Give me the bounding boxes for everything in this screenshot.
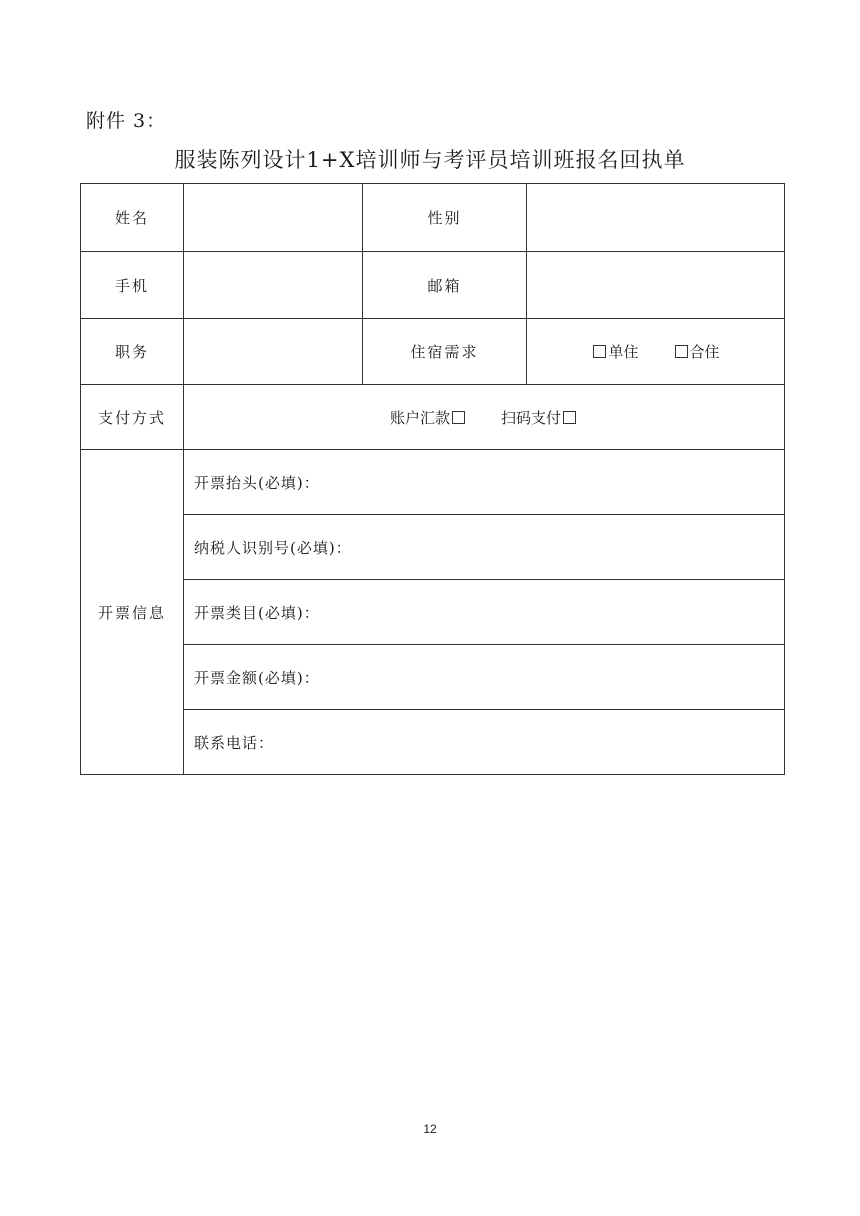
- attachment-label: 附件 3：: [86, 110, 167, 132]
- accommodation-label: 住宿需求: [363, 319, 527, 385]
- phone-field[interactable]: [184, 252, 363, 319]
- phone-label: 手机: [81, 252, 184, 319]
- payment-options: [184, 385, 785, 450]
- page-number: 12: [423, 1122, 437, 1136]
- bank-transfer-option[interactable]: [390, 407, 467, 428]
- name-label: 姓名: [81, 184, 184, 252]
- single-room-option[interactable]: [591, 341, 638, 362]
- invoice-category-field[interactable]: 开票类目(必填)：: [184, 580, 785, 645]
- invoice-title-field[interactable]: 开票抬头(必填)：: [184, 450, 785, 515]
- qr-payment-label: 扫码支付: [501, 408, 562, 427]
- bank-transfer-checkbox[interactable]: [452, 411, 465, 424]
- registration-form-table: [80, 183, 785, 775]
- name-field[interactable]: [184, 184, 363, 252]
- single-room-label: 单住: [608, 343, 639, 361]
- position-label: 职务: [81, 319, 184, 385]
- invoice-amount-field[interactable]: 开票金额(必填)：: [184, 645, 785, 710]
- taxpayer-id-field[interactable]: 纳税人识别号(必填)：: [184, 515, 785, 580]
- gender-label: 性别: [363, 184, 527, 252]
- accommodation-options: [527, 319, 785, 385]
- qr-payment-checkbox[interactable]: [563, 411, 576, 424]
- bank-transfer-label: 账户汇款: [389, 408, 450, 427]
- email-field[interactable]: [527, 252, 785, 319]
- shared-room-label: 合住: [689, 343, 720, 361]
- shared-room-option[interactable]: [673, 341, 720, 362]
- form-title: 服装陈列设计1+X培训师与考评员培训班报名回执单: [174, 148, 686, 172]
- email-label: 邮箱: [363, 252, 527, 319]
- invoice-label: 开票信息: [81, 450, 184, 775]
- position-field[interactable]: [184, 319, 363, 385]
- payment-label: 支付方式: [81, 385, 184, 450]
- qr-payment-option[interactable]: [501, 407, 578, 428]
- shared-room-checkbox[interactable]: [675, 345, 688, 358]
- single-room-checkbox[interactable]: [593, 345, 606, 358]
- gender-field[interactable]: [527, 184, 785, 252]
- contact-phone-field[interactable]: 联系电话：: [184, 710, 785, 775]
